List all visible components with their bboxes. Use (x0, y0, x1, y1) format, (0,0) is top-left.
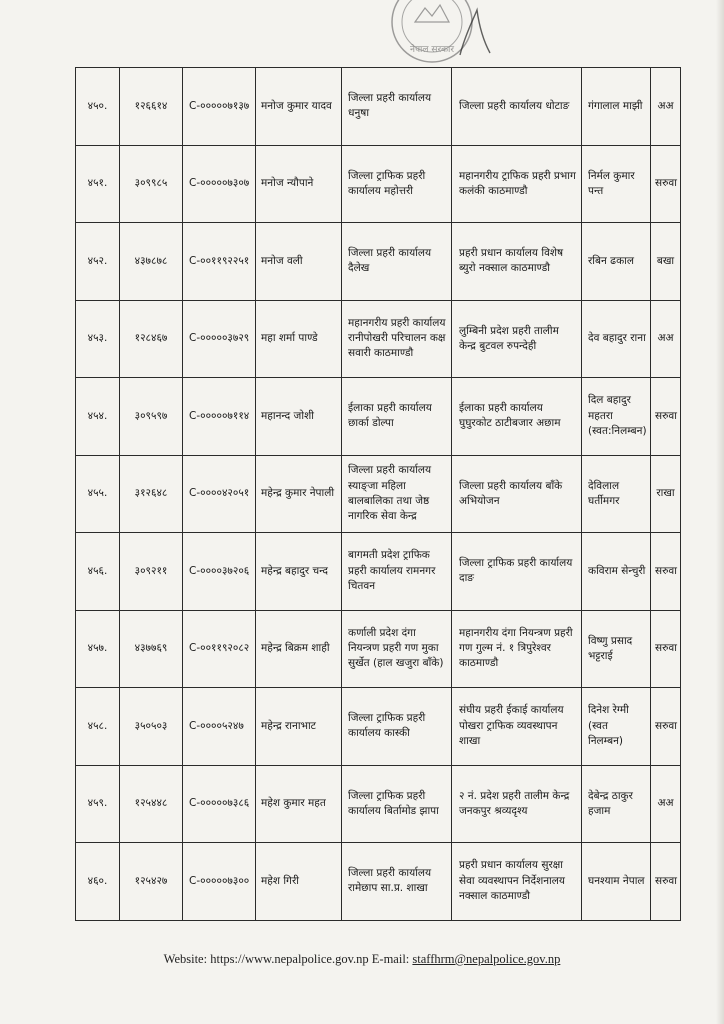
email-label: E-mail: (371, 952, 410, 966)
new-office-cell: जिल्ला प्रहरी कार्यालय धोटाङ (452, 68, 582, 146)
table-row (76, 145, 681, 223)
status-cell: सरुवा (651, 843, 681, 921)
id-number-cell: C-०००००७३०० (183, 843, 256, 921)
current-office-cell: कर्णाली प्रदेश दंगा नियन्त्रण प्रहरी गण मुका सुर्खेत (हाल खजुरा बाँके) (342, 610, 452, 688)
new-office-cell: लुम्बिनी प्रदेश प्रहरी तालीम केन्द्र बुटवल रुपन्देही (452, 300, 582, 378)
status-cell: सरुवा (651, 378, 681, 456)
id-number-cell: C-००११९२०८२ (183, 610, 256, 688)
employee-name-cell: महानन्द जोशी (256, 378, 342, 456)
employee-code-cell: ४३७८७८ (120, 223, 183, 301)
employee-code-cell: ३०९२११ (120, 533, 183, 611)
employee-code-cell: ४३७७६९ (120, 610, 183, 688)
table-row (76, 455, 681, 533)
replacement-name-cell: दिनेश रेग्मी (स्वत निलम्बन) (582, 688, 651, 766)
new-office-cell: संघीय प्रहरी ईकाई कार्यालय पोखरा ट्राफिक व्यवस्थापन शाखा (452, 688, 582, 766)
id-number-cell: C-०००००७३०७ (183, 145, 256, 223)
replacement-name-cell: घनश्याम नेपाल (582, 843, 651, 921)
replacement-name-cell: रबिन ढकाल (582, 223, 651, 301)
id-number-cell: C-००००५२४७ (183, 688, 256, 766)
employee-code-cell: १२८४६७ (120, 300, 183, 378)
page-edge-shadow (716, 0, 724, 1024)
replacement-name-cell: देव बहादुर राना (582, 300, 651, 378)
website-link[interactable]: https://www.nepalpolice.gov.np (210, 952, 369, 966)
table-row (76, 688, 681, 766)
serial-number-cell: ४६०. (76, 843, 120, 921)
current-office-cell: महानगरीय प्रहरी कार्यालय रानीपोखरी परिचालन कक्ष सवारी काठमाण्डौ (342, 300, 452, 378)
new-office-cell: प्रहरी प्रधान कार्यालय विशेष ब्युरो नक्साल काठमाण्डौ (452, 223, 582, 301)
id-number-cell: C-०००००७३८६ (183, 765, 256, 843)
employee-code-cell: ३५०५०३ (120, 688, 183, 766)
current-office-cell: जिल्ला ट्राफिक प्रहरी कार्यालय महोत्तरी (342, 145, 452, 223)
serial-number-cell: ४५०. (76, 68, 120, 146)
current-office-cell: जिल्ला प्रहरी कार्यालय स्याङ्जा महिला बालबालिका तथा जेष्ठ नागरिक सेवा केन्द्र (342, 455, 452, 533)
serial-number-cell: ४५४. (76, 378, 120, 456)
new-office-cell: जिल्ला प्रहरी कार्यालय बाँके अभियोजन (452, 455, 582, 533)
new-office-cell: प्रहरी प्रधान कार्यालय सुरक्षा सेवा व्यवस्थापन निर्देशनालय नक्साल काठमाण्डौ (452, 843, 582, 921)
current-office-cell: बागमती प्रदेश ट्राफिक प्रहरी कार्यालय रामनगर चितवन (342, 533, 452, 611)
id-number-cell: C-०००००३७२९ (183, 300, 256, 378)
new-office-cell: महानगरीय ट्राफिक प्रहरी प्रभाग कलंकी काठमाण्डौ (452, 145, 582, 223)
serial-number-cell: ४५७. (76, 610, 120, 688)
table-row (76, 533, 681, 611)
website-label: Website: (163, 952, 208, 966)
table-row (76, 843, 681, 921)
status-cell: सरुवा (651, 145, 681, 223)
status-cell: बखा (651, 223, 681, 301)
current-office-cell: जिल्ला प्रहरी कार्यालय धनुषा (342, 68, 452, 146)
replacement-name-cell: कविराम सेन्चुरी (582, 533, 651, 611)
status-cell: अअ (651, 765, 681, 843)
employee-name-cell: महा शर्मा पाण्डे (256, 300, 342, 378)
employee-name-cell: महेन्द्र बिक्रम शाही (256, 610, 342, 688)
status-cell: सरुवा (651, 610, 681, 688)
id-number-cell: C-००००३७२०६ (183, 533, 256, 611)
employee-name-cell: मनोज कुमार यादव (256, 68, 342, 146)
status-cell: अअ (651, 300, 681, 378)
table-row (76, 223, 681, 301)
id-number-cell: C-०००००७१३७ (183, 68, 256, 146)
current-office-cell: जिल्ला ट्राफिक प्रहरी कार्यालय बिर्तामोड झापा (342, 765, 452, 843)
signature (455, 5, 495, 60)
serial-number-cell: ४५२. (76, 223, 120, 301)
employee-code-cell: १२५४४८ (120, 765, 183, 843)
employee-name-cell: महेश गिरी (256, 843, 342, 921)
serial-number-cell: ४५६. (76, 533, 120, 611)
replacement-name-cell: गंगालाल माझी (582, 68, 651, 146)
employee-name-cell: महेन्द्र कुमार नेपाली (256, 455, 342, 533)
employee-name-cell: महेन्द्र रानाभाट (256, 688, 342, 766)
current-office-cell: जिल्ला प्रहरी कार्यालय दैलेख (342, 223, 452, 301)
seal-text: नेपाल सरकार (409, 45, 455, 55)
new-office-cell: ईलाका प्रहरी कार्यालय घुघुरकोट ठाटीबजार अछाम (452, 378, 582, 456)
id-number-cell: C-००११९२२५१ (183, 223, 256, 301)
serial-number-cell: ४५३. (76, 300, 120, 378)
employee-name-cell: महेश कुमार महत (256, 765, 342, 843)
table-row (76, 610, 681, 688)
employee-name-cell: महेन्द्र बहादुर चन्द (256, 533, 342, 611)
current-office-cell: ईलाका प्रहरी कार्यालय छार्का डोल्पा (342, 378, 452, 456)
table-row (76, 765, 681, 843)
current-office-cell: जिल्ला ट्राफिक प्रहरी कार्यालय कास्की (342, 688, 452, 766)
table-row (76, 300, 681, 378)
new-office-cell: महानगरीय दंगा नियन्त्रण प्रहरी गण गुल्म नं. १ त्रिपुरेश्वर काठमाण्डौ (452, 610, 582, 688)
status-cell: सरुवा (651, 688, 681, 766)
employee-code-cell: ३१२६४८ (120, 455, 183, 533)
employee-code-cell: १२५४२७ (120, 843, 183, 921)
transfer-records-table (75, 67, 681, 921)
replacement-name-cell: दिल बहादुर महतरा (स्वत:निलम्बन) (582, 378, 651, 456)
serial-number-cell: ४५९. (76, 765, 120, 843)
id-number-cell: C-००००४२०५१ (183, 455, 256, 533)
replacement-name-cell: निर्मल कुमार पन्त (582, 145, 651, 223)
page-footer (0, 952, 724, 967)
table-row (76, 378, 681, 456)
status-cell: सरुवा (651, 533, 681, 611)
status-cell: राखा (651, 455, 681, 533)
employee-name-cell: मनोज न्यौपाने (256, 145, 342, 223)
employee-name-cell: मनोज वली (256, 223, 342, 301)
new-office-cell: जिल्ला ट्राफिक प्रहरी कार्यालय दाङ (452, 533, 582, 611)
id-number-cell: C-०००००७११४ (183, 378, 256, 456)
table-row (76, 68, 681, 146)
replacement-name-cell: देविलाल घर्तीमगर (582, 455, 651, 533)
replacement-name-cell: देबेन्द्र ठाकुर हजाम (582, 765, 651, 843)
employee-code-cell: ३०९५९७ (120, 378, 183, 456)
employee-code-cell: १२६६१४ (120, 68, 183, 146)
records-body (76, 68, 681, 921)
current-office-cell: जिल्ला प्रहरी कार्यालय रामेछाप सा.प्र. शाखा (342, 843, 452, 921)
replacement-name-cell: विष्णु प्रसाद भट्टराई (582, 610, 651, 688)
serial-number-cell: ४५८. (76, 688, 120, 766)
employee-code-cell: ३०९९८५ (120, 145, 183, 223)
serial-number-cell: ४५५. (76, 455, 120, 533)
new-office-cell: २ नं. प्रदेश प्रहरी तालीम केन्द्र जनकपुर श्रव्यदृश्य (452, 765, 582, 843)
email-link[interactable]: staffhrm@nepalpolice.gov.np (412, 952, 561, 966)
serial-number-cell: ४५१. (76, 145, 120, 223)
status-cell: अअ (651, 68, 681, 146)
